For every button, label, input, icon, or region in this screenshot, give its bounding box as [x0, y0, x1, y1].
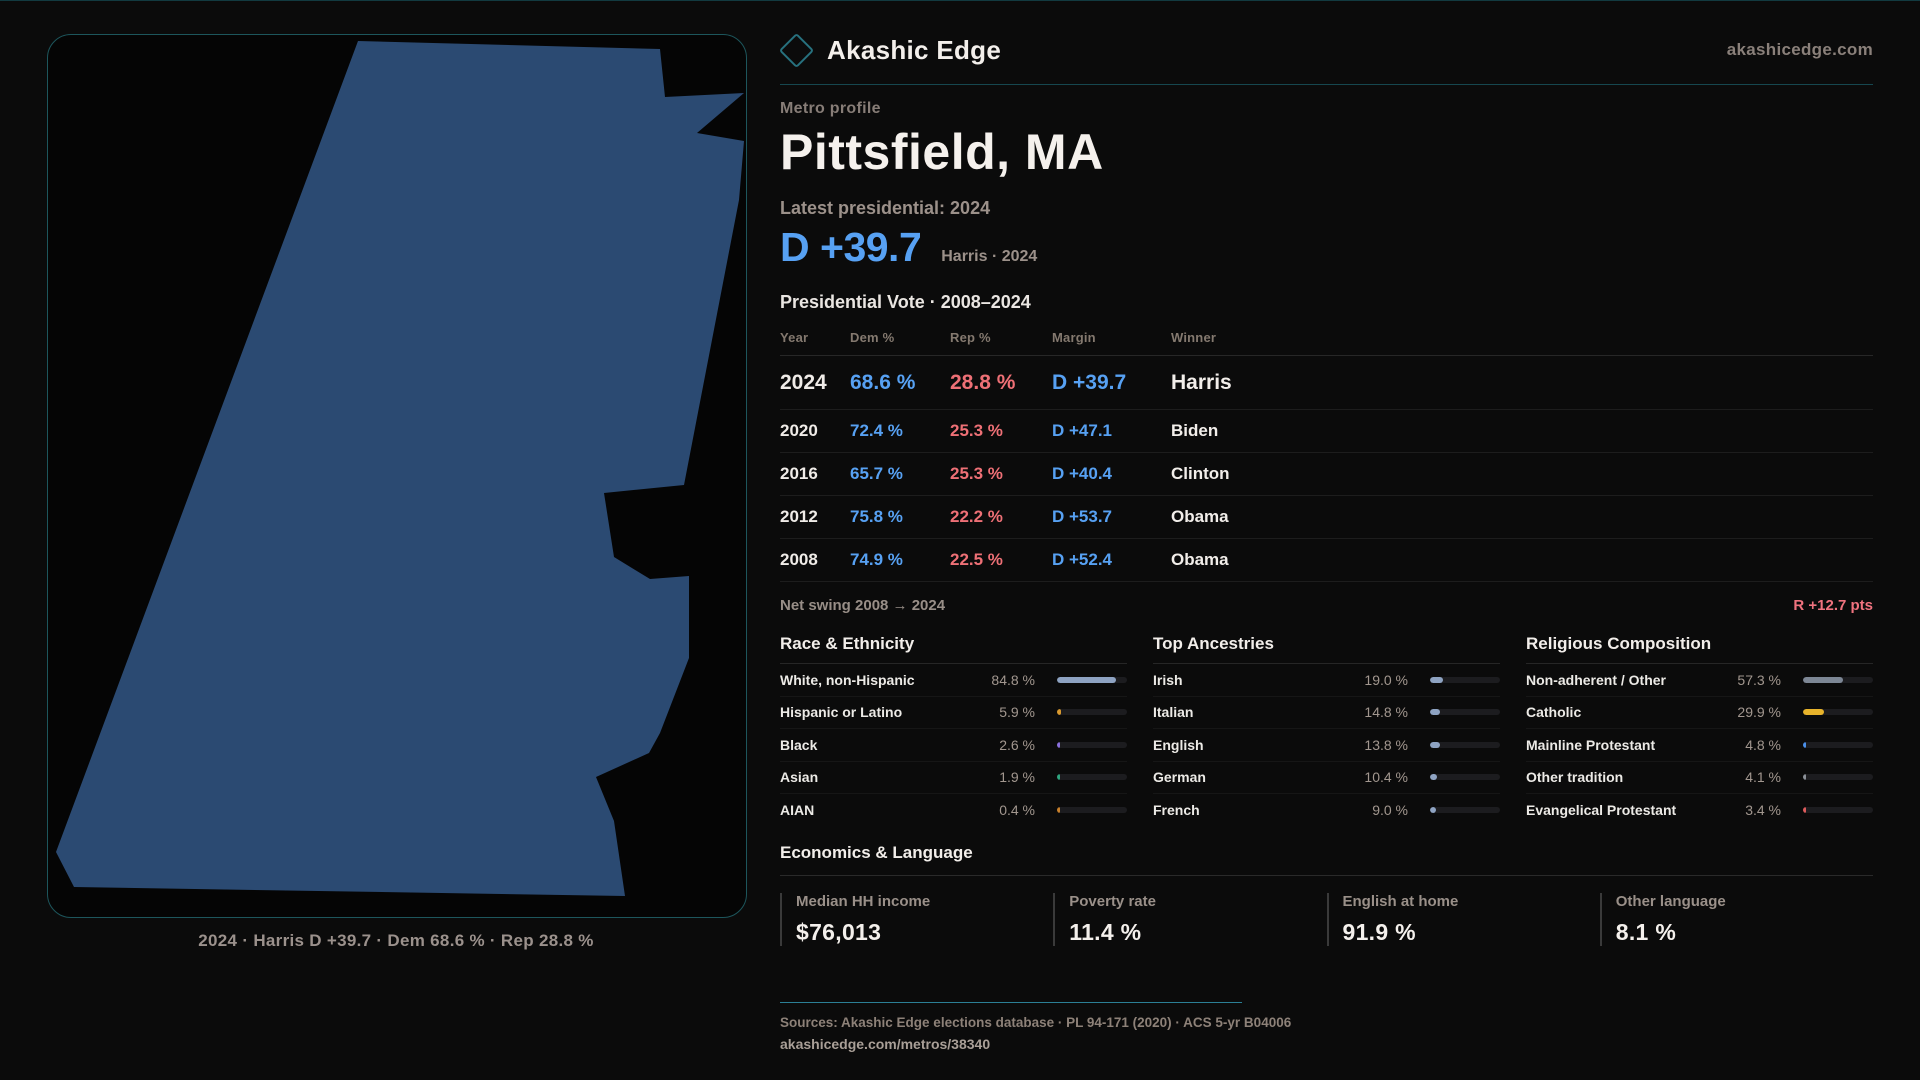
demo-row-value: 5.9 % — [999, 704, 1035, 721]
demo-section-title: Top Ancestries — [1153, 634, 1500, 664]
site-domain-link[interactable]: akashicedge.com — [1726, 40, 1873, 59]
demo-row-value: 2.6 % — [999, 736, 1035, 753]
stat-value: 11.4 % — [1069, 918, 1142, 945]
demo-bar-fill — [1057, 774, 1060, 780]
vote-table-header-row — [780, 324, 1873, 356]
demo-row-label: Evangelical Protestant — [1526, 801, 1677, 818]
vote-cell-margin: D +40.4 — [1052, 464, 1113, 483]
demo-bar-fill — [1430, 807, 1436, 813]
demo-row-label: French — [1153, 801, 1200, 818]
demo-bar-track — [1430, 774, 1500, 780]
kicker: Metro profile — [780, 100, 881, 117]
net-swing-value: R +12.7 pts — [1793, 597, 1873, 614]
economics-stats — [780, 893, 1873, 946]
stat-label: Poverty rate — [1069, 892, 1156, 910]
demo-bar-track — [1057, 709, 1127, 715]
vote-cell-winner: Clinton — [1171, 464, 1230, 483]
vote-cell-year: 2012 — [780, 507, 818, 526]
demo-bar-fill — [1430, 774, 1437, 780]
net-swing-label: Net swing 2008 → 2024 — [780, 597, 946, 614]
vote-cell-year: 2008 — [780, 550, 818, 569]
vote-column-header: Rep % — [950, 330, 991, 345]
vote-cell-year: 2024 — [780, 370, 827, 394]
stat-block — [780, 893, 1053, 946]
demo-row-label: Other tradition — [1526, 769, 1624, 786]
net-swing-row — [780, 582, 1873, 627]
stat-label: Median HH income — [796, 892, 931, 910]
map-caption: 2024 · Harris D +39.7 · Dem 68.6 % · Rep 28.8 % — [198, 931, 594, 950]
demo-row — [1153, 762, 1500, 795]
demo-bar-fill — [1057, 677, 1116, 683]
demo-row — [1526, 762, 1873, 795]
demo-row-label: Italian — [1153, 704, 1194, 721]
demo-row — [1153, 794, 1500, 826]
diamond-icon — [779, 32, 814, 67]
stat-value: $76,013 — [796, 918, 882, 945]
footer-permalink-link[interactable]: akashicedge.com/metros/38340 — [780, 1036, 991, 1052]
demo-bar-fill — [1057, 807, 1060, 813]
vote-cell-year: 2020 — [780, 421, 818, 440]
demo-row — [780, 697, 1127, 730]
vote-row-2012 — [780, 496, 1873, 539]
demo-bar-fill — [1430, 709, 1440, 715]
vote-cell-margin: D +52.4 — [1052, 550, 1113, 569]
demo-row — [1526, 664, 1873, 697]
vote-row-2024 — [780, 356, 1873, 410]
demo-row-value: 0.4 % — [999, 801, 1035, 818]
demo-row-value: 3.4 % — [1745, 801, 1781, 818]
demo-bar-fill — [1057, 709, 1061, 715]
demo-row-label: AIAN — [780, 801, 815, 818]
demo-row-value: 14.8 % — [1364, 704, 1408, 721]
map-panel — [47, 34, 747, 918]
demo-row-value: 10.4 % — [1364, 769, 1408, 786]
vote-column-header: Margin — [1052, 330, 1096, 345]
demo-row-label: German — [1153, 769, 1206, 786]
stat-value: 8.1 % — [1615, 918, 1677, 945]
vote-column-header: Dem % — [850, 330, 895, 345]
demo-row — [1153, 697, 1500, 730]
headline-margin-block — [780, 224, 1873, 271]
vote-row-2008 — [780, 539, 1873, 582]
vote-cell-dem: 72.4 % — [850, 421, 903, 440]
vote-cell-winner: Obama — [1171, 550, 1229, 569]
demo-bar-fill — [1803, 709, 1824, 715]
vote-cell-rep: 22.5 % — [950, 550, 1003, 569]
demo-row-label: Asian — [780, 769, 819, 786]
demo-row-label: Non-adherent / Other — [1526, 671, 1667, 688]
vote-row-2020 — [780, 410, 1873, 453]
demo-bar-fill — [1430, 677, 1443, 683]
county-shape[interactable] — [56, 41, 744, 896]
demo-section-title: Race & Ethnicity — [780, 634, 1127, 664]
vote-cell-margin: D +47.1 — [1052, 421, 1113, 440]
vote-cell-rep: 28.8 % — [950, 370, 1016, 394]
stat-block — [1053, 893, 1326, 946]
demo-bar-track — [1057, 774, 1127, 780]
county-map[interactable] — [48, 35, 746, 917]
demo-row-value: 19.0 % — [1364, 671, 1408, 688]
demo-bar-track — [1430, 709, 1500, 715]
headline-margin-value: D +39.7 — [780, 224, 922, 270]
demo-row-value: 29.9 % — [1737, 704, 1781, 721]
brand-name: Akashic Edge — [827, 34, 1002, 65]
vote-cell-dem: 68.6 % — [850, 370, 916, 394]
demo-row — [1526, 697, 1873, 730]
demo-row-value: 4.1 % — [1745, 769, 1781, 786]
demo-bar-fill — [1803, 774, 1806, 780]
demo-row-value: 9.0 % — [1372, 801, 1408, 818]
demo-section — [1526, 627, 1873, 826]
vote-row-2016 — [780, 453, 1873, 496]
vote-cell-dem: 75.8 % — [850, 507, 903, 526]
vote-cell-rep: 25.3 % — [950, 464, 1003, 483]
demo-section — [780, 627, 1127, 826]
demo-row-value: 1.9 % — [999, 769, 1035, 786]
demo-row — [1526, 729, 1873, 762]
demo-bar-fill — [1430, 742, 1440, 748]
demo-bar-track — [1803, 677, 1873, 683]
demo-bar-track — [1430, 677, 1500, 683]
demo-row-value: 4.8 % — [1745, 736, 1781, 753]
vote-column-header: Winner — [1171, 330, 1217, 345]
header-divider — [780, 84, 1873, 85]
demo-row — [1526, 794, 1873, 826]
vote-cell-margin: D +39.7 — [1052, 370, 1127, 394]
vote-cell-year: 2016 — [780, 464, 818, 483]
demo-row-label: Hispanic or Latino — [780, 704, 903, 721]
demo-bar-track — [1803, 709, 1873, 715]
stat-label: Other language — [1615, 892, 1726, 910]
vote-cell-winner: Biden — [1171, 421, 1219, 440]
demo-row-label: White, non-Hispanic — [780, 671, 915, 688]
metro-profile-content — [780, 0, 1873, 1080]
topbar — [780, 30, 1873, 70]
stat-label: English at home — [1342, 892, 1459, 910]
demo-row — [780, 762, 1127, 795]
demo-bar-track — [1057, 742, 1127, 748]
demo-section — [1153, 627, 1500, 826]
demo-row-label: English — [1153, 736, 1204, 753]
demo-row-label: Catholic — [1526, 704, 1582, 721]
demo-bar-fill — [1057, 742, 1060, 748]
demo-bar-fill — [1803, 807, 1806, 813]
demo-row — [1153, 729, 1500, 762]
demo-row-label: Irish — [1153, 671, 1183, 688]
demo-row-value: 13.8 % — [1364, 736, 1408, 753]
vote-cell-winner: Harris — [1171, 370, 1232, 394]
demo-row-value: 57.3 % — [1737, 671, 1781, 688]
vote-table — [780, 324, 1873, 582]
demo-bar-track — [1430, 807, 1500, 813]
demo-row-label: Mainline Protestant — [1526, 736, 1656, 753]
demo-bar-track — [1057, 807, 1127, 813]
footer-sources: Sources: Akashic Edge elections database · PL 94-171 (2020) · ACS 5-yr B04006 — [780, 1015, 1292, 1030]
economics-title: Economics & Language — [780, 842, 973, 862]
footer — [780, 1002, 1873, 1052]
vote-column-header: Year — [780, 330, 809, 345]
demo-bar-track — [1803, 774, 1873, 780]
demo-bar-track — [1430, 742, 1500, 748]
demo-row — [1153, 664, 1500, 697]
vote-cell-dem: 65.7 % — [850, 464, 903, 483]
demo-row — [780, 664, 1127, 697]
vote-cell-margin: D +53.7 — [1052, 507, 1113, 526]
demo-section-title: Religious Composition — [1526, 634, 1873, 664]
economics-divider — [780, 875, 1873, 876]
latest-presidential-label: Latest presidential: 2024 — [780, 198, 991, 218]
demo-bar-track — [1803, 742, 1873, 748]
demo-row — [780, 729, 1127, 762]
demo-bar-fill — [1803, 742, 1806, 748]
demo-row-label: Black — [780, 736, 818, 753]
demo-row — [780, 794, 1127, 826]
demo-bar-track — [1057, 677, 1127, 683]
demo-bar-track — [1803, 807, 1873, 813]
vote-cell-rep: 22.2 % — [950, 507, 1003, 526]
footer-divider — [780, 1002, 1242, 1003]
vote-table-title: Presidential Vote · 2008–2024 — [780, 292, 1031, 312]
vote-cell-winner: Obama — [1171, 507, 1229, 526]
page-title: Pittsfield, MA — [780, 124, 1104, 180]
stat-value: 91.9 % — [1342, 918, 1416, 945]
vote-cell-rep: 25.3 % — [950, 421, 1003, 440]
demo-row-value: 84.8 % — [991, 671, 1035, 688]
demographics-grid — [780, 627, 1873, 826]
headline-margin-note: Harris · 2024 — [941, 248, 1038, 265]
stat-block — [1600, 893, 1873, 946]
brand — [780, 35, 1001, 66]
demo-bar-fill — [1803, 677, 1843, 683]
stat-block — [1327, 893, 1600, 946]
vote-cell-dem: 74.9 % — [850, 550, 903, 569]
